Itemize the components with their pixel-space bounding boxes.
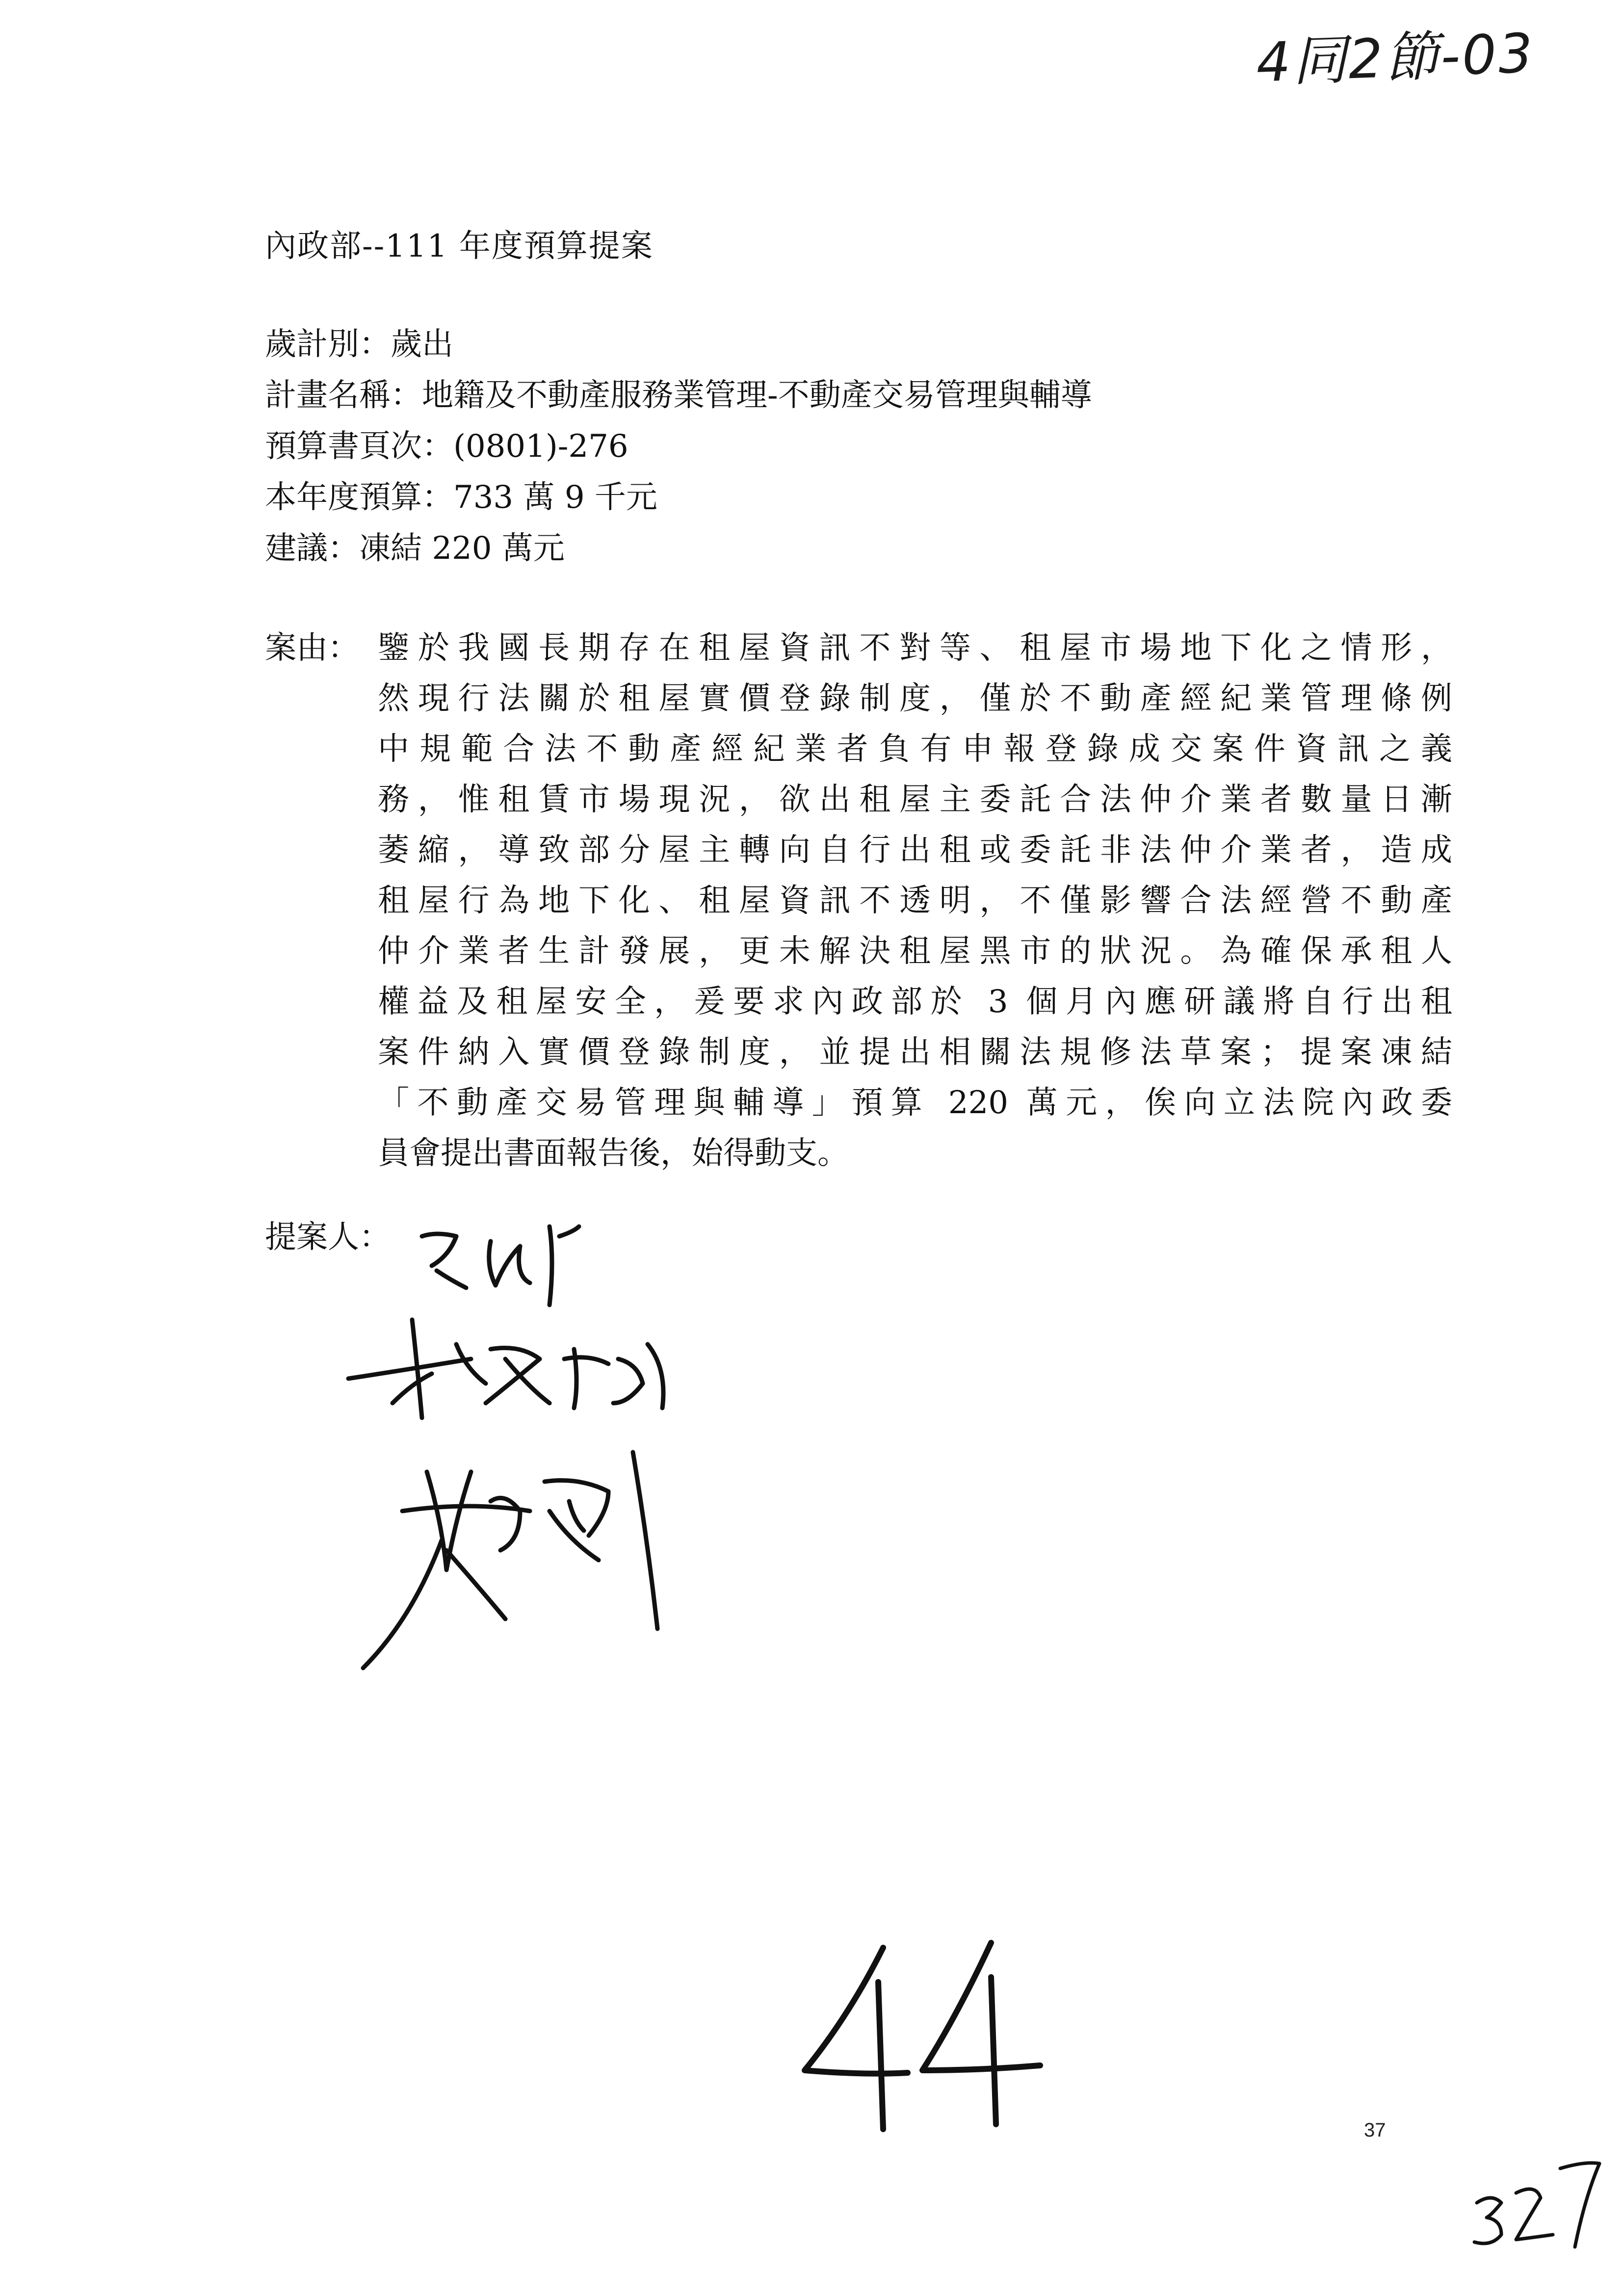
reason-body bbox=[378, 623, 1452, 1179]
signature-3 bbox=[363, 1452, 657, 1668]
reason-line: 中規範合法不動產經紀業者負有申報登錄成交案件資訊之義 bbox=[378, 731, 1452, 767]
page-number: 37 bbox=[1364, 2119, 1386, 2141]
signatures-image bbox=[343, 1197, 785, 1717]
reason-line: 務，惟租賃市場現況，欲出租屋主委託合法仲介業者數量日漸 bbox=[378, 782, 1452, 818]
handwritten-reference: 4同2節-03 bbox=[1255, 22, 1536, 94]
handwritten-number-image bbox=[785, 1928, 1060, 2134]
budget-page-line: 預算書頁次：(0801)-276 bbox=[265, 428, 629, 465]
reason-line: 然現行法關於租屋實價登錄制度，僅於不動產經紀業管理條例 bbox=[378, 680, 1452, 717]
signature-2 bbox=[348, 1320, 663, 1418]
document-title: 內政部--111 年度預算提案 bbox=[265, 228, 654, 264]
reason-label: 案由： bbox=[265, 630, 359, 666]
handwritten-page-image bbox=[1467, 2149, 1614, 2257]
plan-name-line: 計畫名稱：地籍及不動產服務業管理-不動產交易管理與輔導 bbox=[265, 377, 1092, 414]
proposal-line: 建議：凍結 220 萬元 bbox=[265, 530, 565, 567]
reason-line: 租屋行為地下化、租屋資訊不透明，不僅影響合法經營不動產 bbox=[378, 883, 1452, 919]
signature-1 bbox=[422, 1226, 579, 1305]
category-line: 歲計別：歲出 bbox=[265, 326, 453, 363]
reason-line-last: 員會提出書面報告後，始得動支。 bbox=[378, 1135, 849, 1172]
reason-line: 萎縮，導致部分屋主轉向自行出租或委託非法仲介業者，造成 bbox=[378, 832, 1452, 868]
reason-line: 「不動產交易管理與輔導」預算 220 萬元，俟向立法院內政委 bbox=[378, 1085, 1452, 1121]
reason-line: 仲介業者生計發展，更未解決租屋黑市的狀況。為確保承租人 bbox=[378, 933, 1452, 969]
proposer-label: 提案人： bbox=[265, 1219, 391, 1255]
metadata-block bbox=[265, 319, 1092, 574]
annual-budget-line: 本年度預算：733 萬 9 千元 bbox=[265, 479, 657, 516]
reason-line: 鑒於我國長期存在租屋資訊不對等、租屋市場地下化之情形， bbox=[378, 630, 1452, 666]
reason-line: 權益及租屋安全，爰要求內政部於 3 個月內應研議將自行出租 bbox=[378, 984, 1452, 1020]
reason-line: 案件納入實價登錄制度，並提出相關法規修法草案；提案凍結 bbox=[378, 1034, 1452, 1070]
